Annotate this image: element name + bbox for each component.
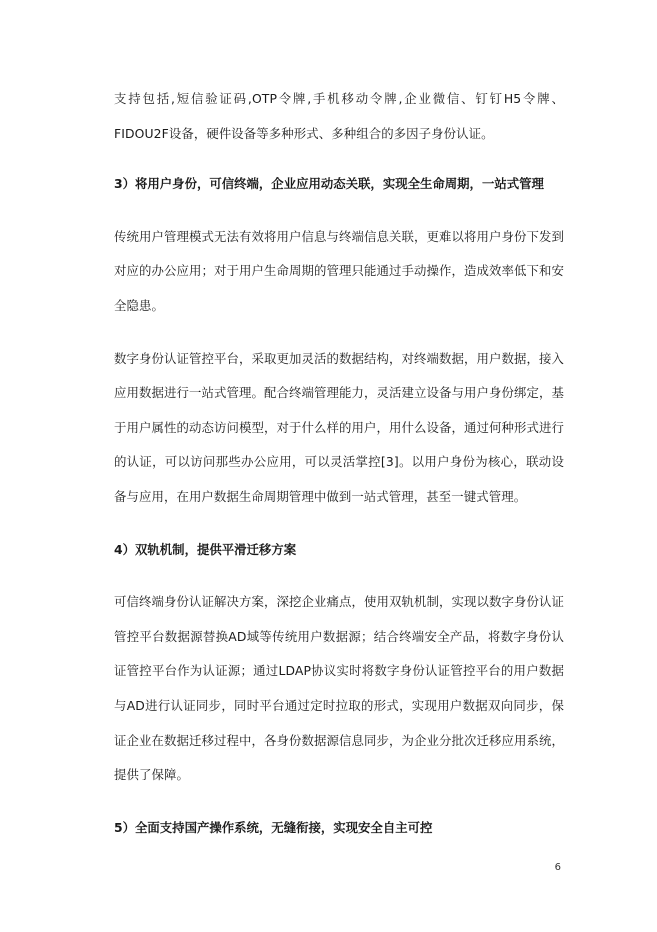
section-heading-5: 5）全面支持国产操作系统，无缝衔接，实现安全自主可控 — [114, 819, 433, 835]
paragraph-dual-track: 可信终端身份认证解决方案，深挖企业痛点，使用双轨机制，实现以数字身份认证管控平台数据源替换AD域等传统用户数据源；结合终端安全产品，将数字身份认证管控平台作为认证源；通过LDAP协议实时将数字身份认证管控平台的用户数据与AD进行认证同步，同时平台通过定时拉取的形式，实现用户数据双向同步，保证企业在数据迁移过程中，各身份数据源信息同步，为企业分批次迁移应用系统，提供了保障。 — [114, 594, 564, 783]
section-heading-3: 3）将用户身份，可信终端，企业应用动态关联，实现全生命周期，一站式管理 — [114, 176, 544, 192]
page-body — [114, 82, 564, 863]
section-heading-4: 4）双轨机制，提供平滑迁移方案 — [114, 541, 297, 557]
page-number: 6 — [554, 862, 561, 873]
paragraph-traditional-management: 传统用户管理模式无法有效将用户信息与终端信息关联，更难以将用户身份下发到对应的办公应用；对于用户生命周期的管理只能通过手动操作，造成效率低下和安全隐患。 — [114, 228, 564, 313]
paragraph-identity-platform: 数字身份认证管控平台，采取更加灵活的数据结构，对终端数据，用户数据，接入应用数据进行一站式管理。配合终端管理能力，灵活建立设备与用户身份绑定，基于用户属性的动态访问模型，对于什么样的用户，用什么设备，通过何种形式进行的认证，可以访问那些办公应用，可以灵活掌控[3]。以用户身份为核心，联动设备与应用，在用户数据生命周期管理中做到一站式管理，甚至一键式管理。 — [114, 350, 564, 504]
paragraph-mfa-support: 支持包括,短信验证码,OTP令牌,手机移动令牌,企业微信、钉钉H5令牌、FIDOU2F设备，硬件设备等多种形式、多种组合的多因子身份认证。 — [114, 91, 564, 141]
